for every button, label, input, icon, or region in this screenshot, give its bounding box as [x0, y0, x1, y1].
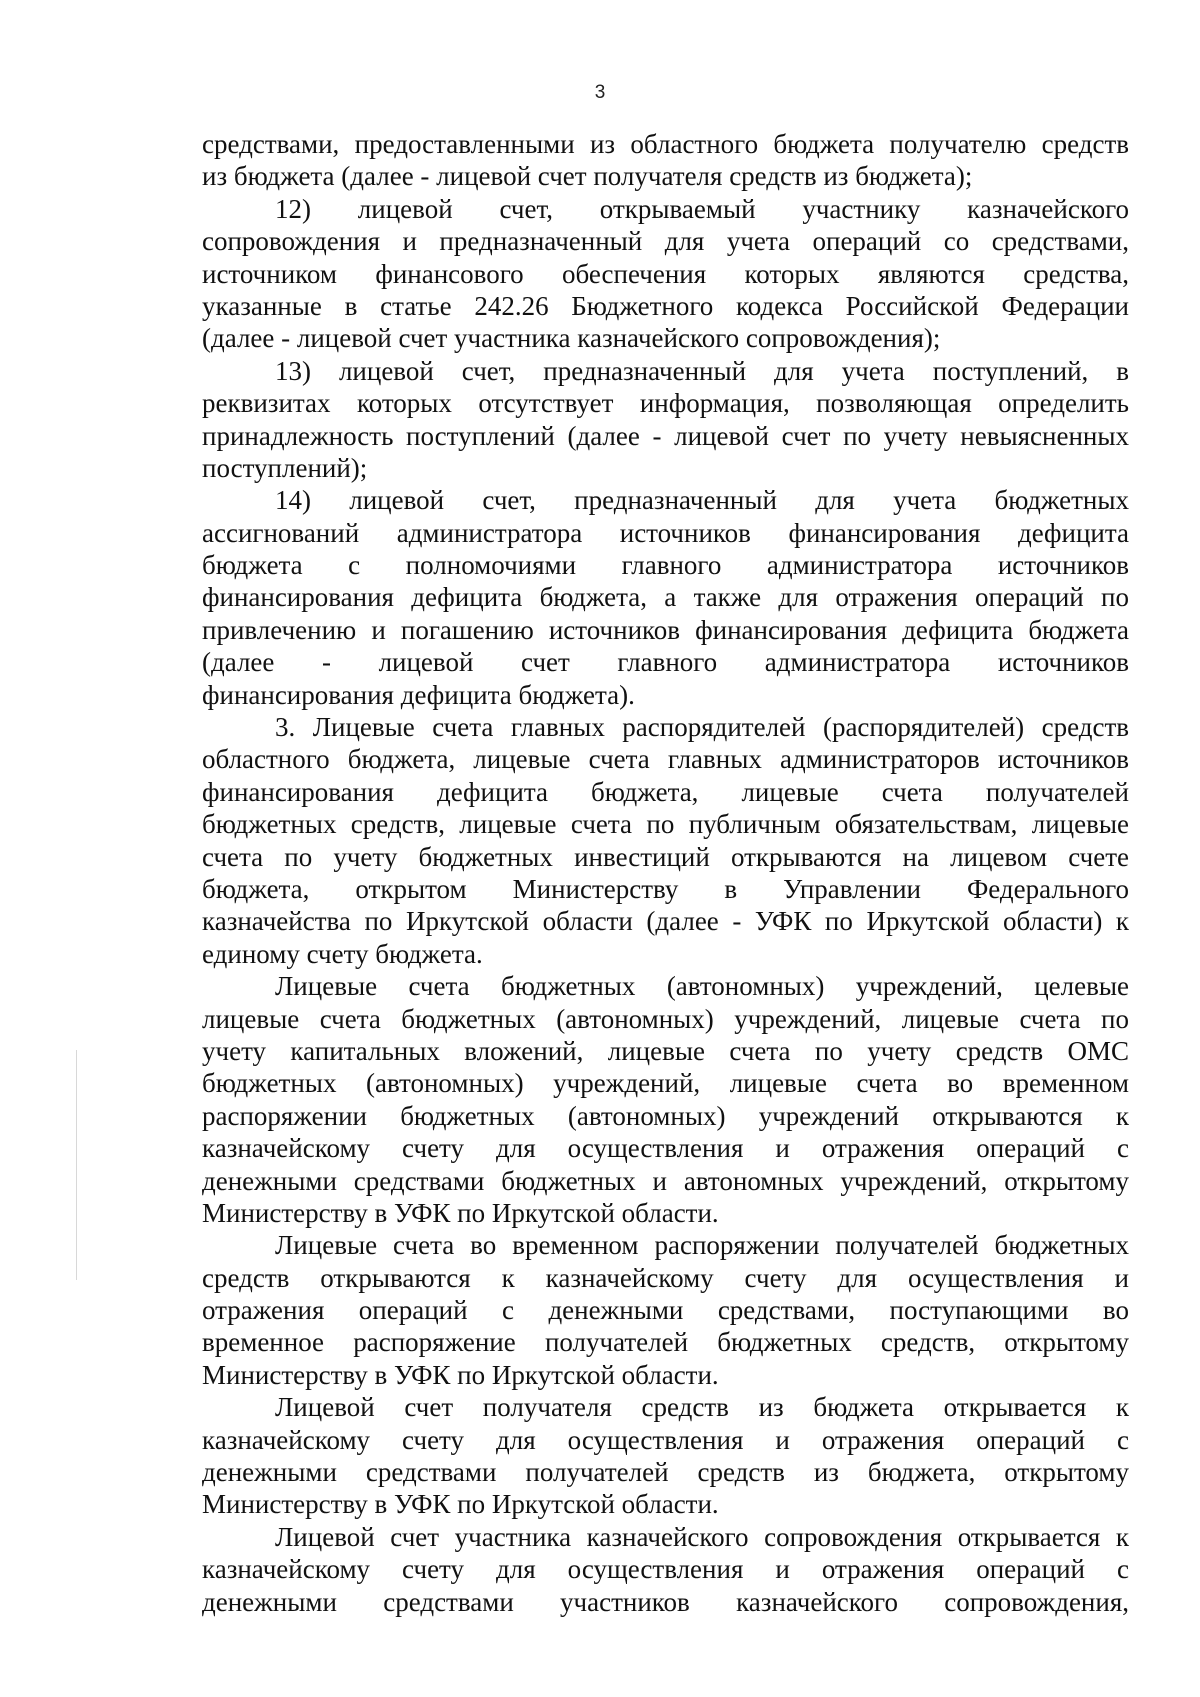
text-line: средств открываются к казначейскому счету для осуществления и — [202, 1262, 1129, 1293]
text-line: финансирования дефицита бюджета, а также для отражения операций по — [202, 582, 1129, 613]
text-line: принадлежность поступлений (далее - лицевой счет по учету невыясненных — [202, 420, 1129, 451]
text-line: поступлений); — [202, 452, 368, 483]
text-line: привлечению и погашению источников финансирования дефицита бюджета — [202, 614, 1129, 645]
text-line: казначейства по Иркутской области (далее - УФК по Иркутской области) к — [202, 906, 1129, 937]
text-line: денежными средствами участников казначейского сопровождения, — [202, 1586, 1129, 1617]
text-line: из бюджета (далее - лицевой счет получателя средств из бюджета); — [202, 161, 973, 192]
text-line: Министерству в УФК по Иркутской области. — [202, 1359, 719, 1390]
text-line: сопровождения и предназначенный для учета операций со средствами, — [202, 226, 1129, 257]
document-body — [202, 128, 1129, 1618]
paragraph-first-line: 14) лицевой счет, предназначенный для учета бюджетных — [275, 485, 1129, 516]
text-line: финансирования дефицита бюджета). — [202, 679, 635, 710]
page-number: 3 — [594, 82, 606, 103]
text-line: ассигнований администратора источников финансирования дефицита — [202, 517, 1129, 548]
text-line: областного бюджета, лицевые счета главных администраторов источников — [202, 744, 1129, 775]
text-line: Министерству в УФК по Иркутской области. — [202, 1489, 719, 1520]
text-line: бюджетных (автономных) учреждений, лицевые счета во временном — [202, 1068, 1129, 1099]
text-line: казначейскому счету для осуществления и отражения операций с — [202, 1424, 1129, 1455]
paragraph-first-line: 3. Лицевые счета главных распорядителей (распорядителей) средств — [275, 712, 1129, 743]
text-line: лицевые счета бюджетных (автономных) учреждений, лицевые счета по — [202, 1003, 1129, 1034]
paragraph-first-line: 12) лицевой счет, открываемый участнику казначейского — [275, 193, 1129, 224]
text-line: распоряжении бюджетных (автономных) учреждений открываются к — [202, 1100, 1129, 1131]
scan-artifact-line — [76, 1050, 77, 1280]
text-line: Министерству в УФК по Иркутской области. — [202, 1197, 719, 1228]
text-line: казначейскому счету для осуществления и отражения операций с — [202, 1554, 1129, 1585]
paragraph-first-line: Лицевой счет получателя средств из бюджета открывается к — [275, 1392, 1129, 1423]
paragraph-first-line: Лицевые счета во временном распоряжении получателей бюджетных — [275, 1230, 1129, 1261]
text-line: финансирования дефицита бюджета, лицевые счета получателей — [202, 776, 1129, 807]
text-line: денежными средствами бюджетных и автономных учреждений, открытому — [202, 1165, 1129, 1196]
text-line: реквизитах которых отсутствует информация, позволяющая определить — [202, 388, 1129, 419]
text-line: бюджета с полномочиями главного администратора источников — [202, 550, 1129, 581]
text-line: средствами, предоставленными из областного бюджета получателю средств — [202, 129, 1129, 159]
paragraph-first-line: Лицевой счет участника казначейского сопровождения открывается к — [275, 1521, 1129, 1552]
text-line: бюджета, открытом Министерству в Управлении Федерального — [202, 873, 1129, 904]
paragraph-first-line: Лицевые счета бюджетных (автономных) учреждений, целевые — [275, 971, 1129, 1002]
text-line: источником финансового обеспечения которых являются средства, — [202, 258, 1129, 289]
text-line: бюджетных средств, лицевые счета по публичным обязательствам, лицевые — [202, 809, 1129, 840]
text-line: денежными средствами получателей средств из бюджета, открытому — [202, 1457, 1129, 1488]
text-line: (далее - лицевой счет участника казначейского сопровождения); — [202, 323, 941, 354]
text-line: единому счету бюджета. — [202, 938, 483, 969]
text-line: казначейскому счету для осуществления и отражения операций с — [202, 1133, 1129, 1164]
text-line: временное распоряжение получателей бюджетных средств, открытому — [202, 1327, 1129, 1358]
text-line: указанные в статье 242.26 Бюджетного кодекса Российской Федерации — [202, 290, 1129, 321]
paragraph-first-line: 13) лицевой счет, предназначенный для учета поступлений, в — [275, 355, 1129, 386]
text-line: учету капитальных вложений, лицевые счета по учету средств ОМС — [202, 1035, 1129, 1066]
text-line: счета по учету бюджетных инвестиций открываются на лицевом счете — [202, 841, 1129, 872]
text-line: (далее - лицевой счет главного администратора источников — [202, 647, 1129, 678]
text-line: отражения операций с денежными средствами, поступающими во — [202, 1295, 1129, 1326]
